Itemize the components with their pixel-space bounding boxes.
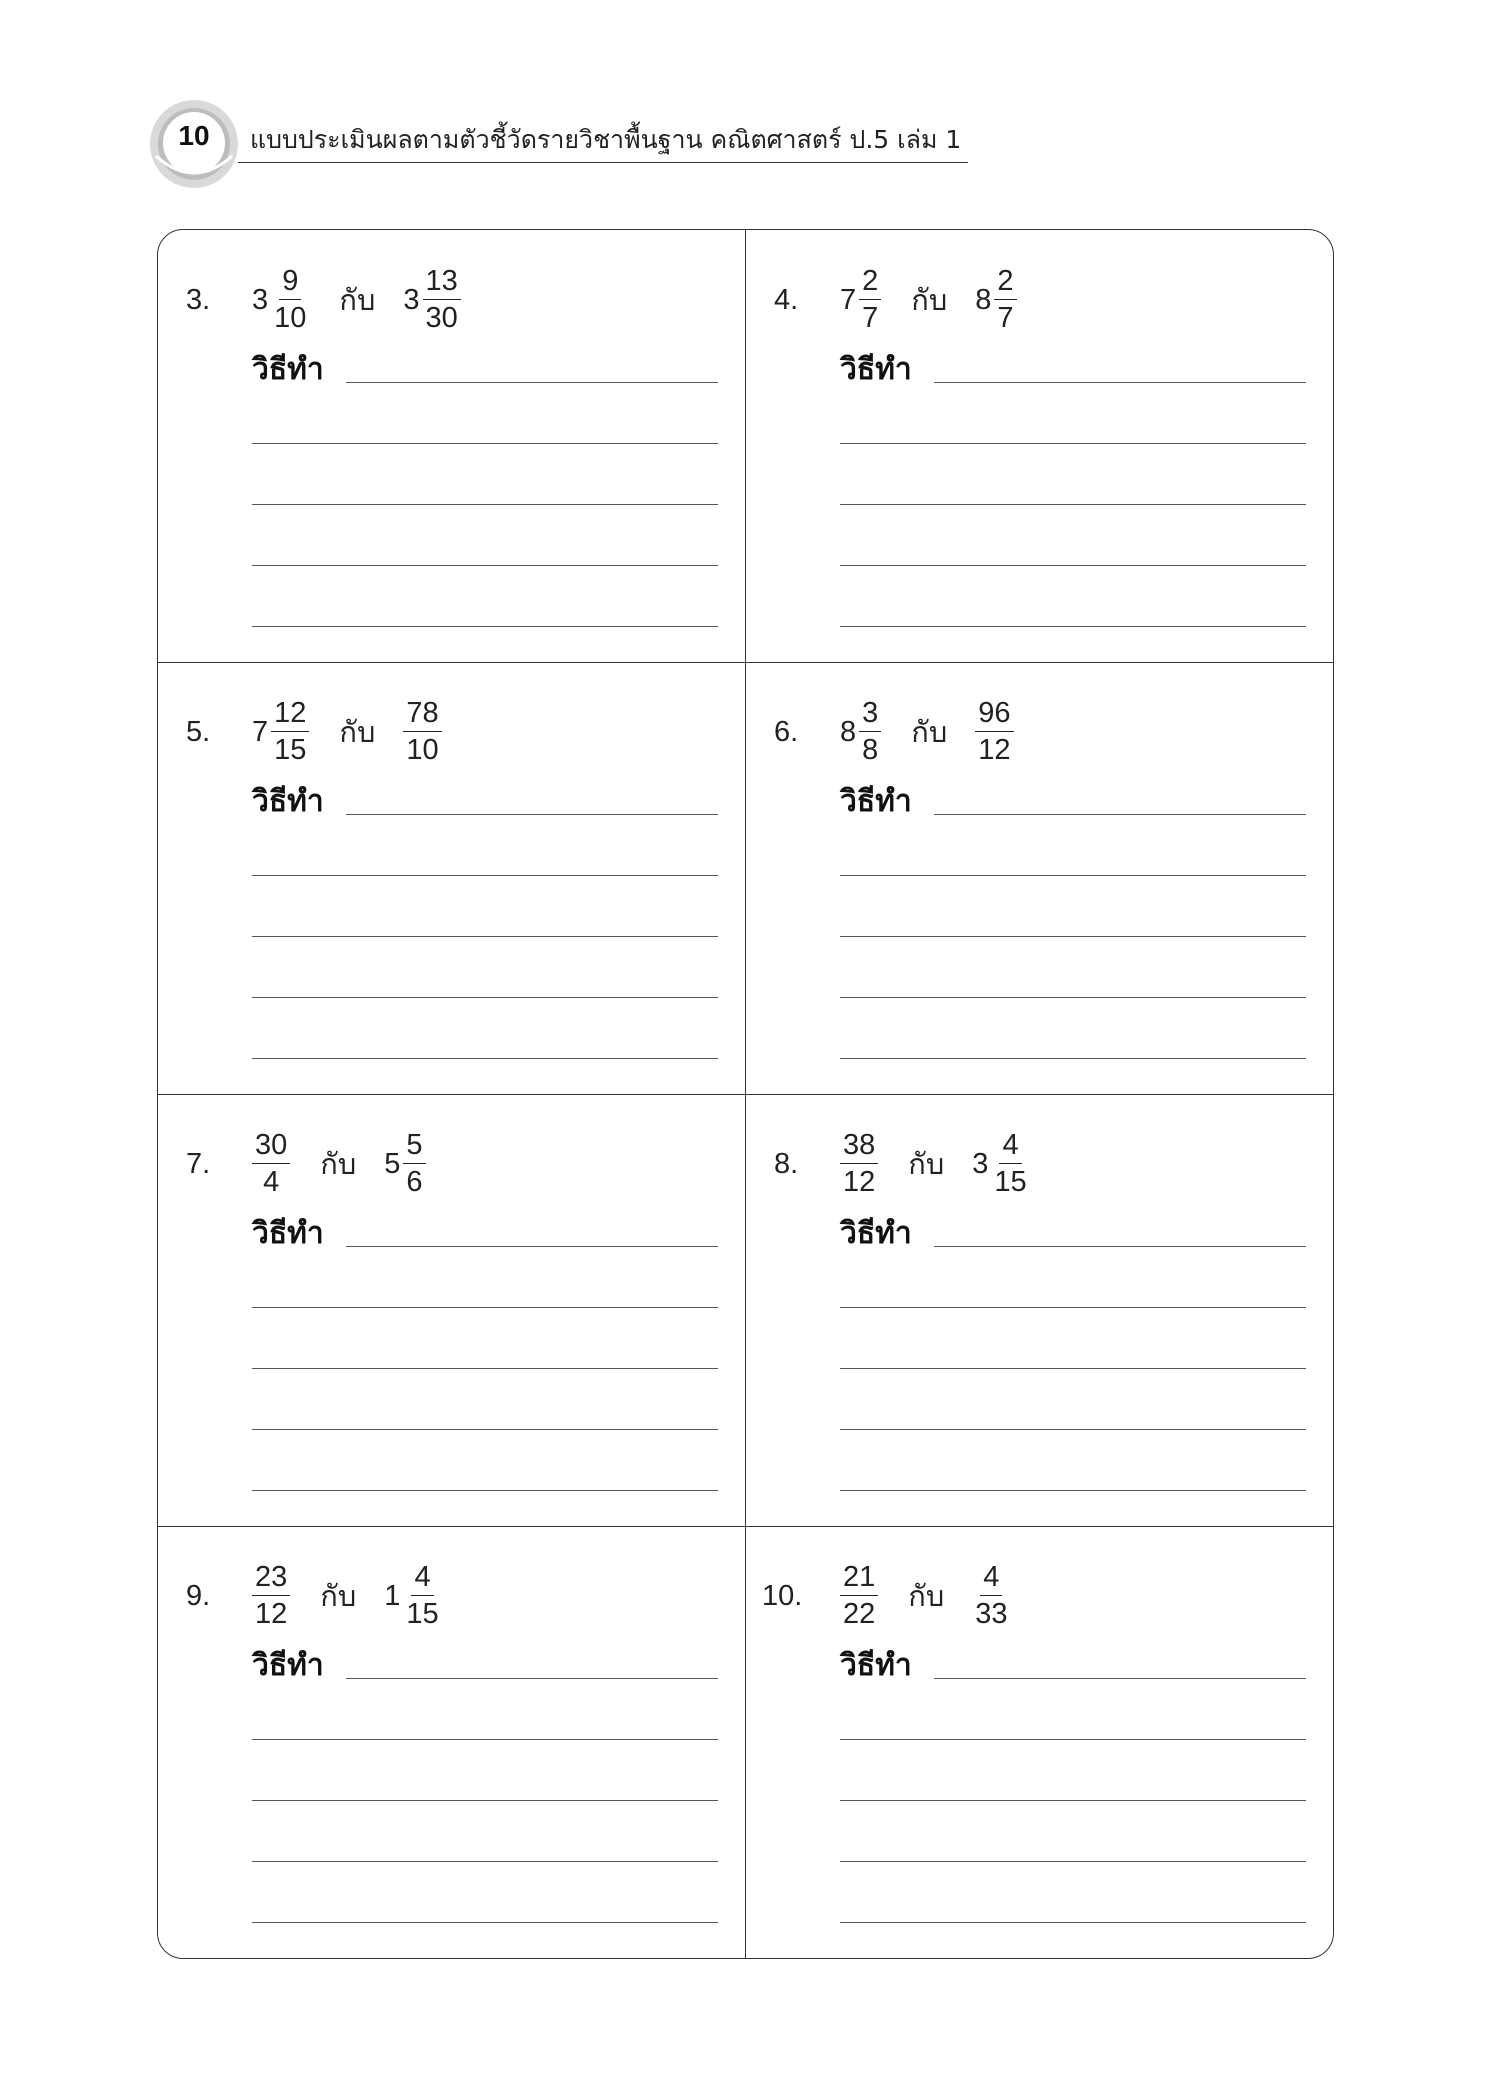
fraction — [252, 1131, 290, 1197]
answer-line[interactable] — [840, 1800, 1306, 1801]
problem-number: 7. — [186, 1147, 211, 1180]
method-label: วิธีทำ — [840, 1216, 912, 1251]
operand — [975, 699, 1013, 765]
fraction — [991, 1131, 1029, 1197]
answer-line[interactable] — [840, 997, 1306, 998]
answer-line[interactable] — [252, 1922, 718, 1923]
whole-number: 7 — [840, 283, 857, 316]
answer-line[interactable] — [252, 443, 718, 444]
whole-number: 3 — [972, 1147, 989, 1180]
problem-number: 4. — [774, 283, 799, 316]
whole-number: 3 — [403, 283, 420, 316]
operand — [972, 1563, 1010, 1629]
problem-number: 3. — [186, 283, 211, 316]
fraction — [271, 267, 309, 333]
denominator: 12 — [843, 1166, 876, 1198]
page-title: แบบประเมินผลตามตัวชี้วัดรายวิชาพื้นฐาน คณิตศาสตร์ ป.5 เล่ม 1 — [250, 125, 962, 154]
method-label: วิธีทำ — [252, 1648, 324, 1683]
problem-cell — [746, 230, 1333, 662]
operand — [403, 699, 441, 765]
operand — [840, 699, 881, 765]
answer-line[interactable] — [840, 443, 1306, 444]
problem-number: 6. — [774, 715, 799, 748]
numerator: 4 — [980, 1563, 1002, 1596]
whole-number: 3 — [252, 283, 269, 316]
operand — [975, 267, 1016, 333]
fraction — [423, 267, 461, 333]
operand — [840, 1563, 878, 1629]
answer-line[interactable] — [346, 1246, 718, 1247]
answer-line[interactable] — [252, 504, 718, 505]
fraction — [840, 1131, 878, 1197]
page-header — [148, 98, 968, 188]
denominator: 22 — [843, 1598, 876, 1630]
denominator: 30 — [425, 302, 458, 334]
problem-statement — [774, 697, 1014, 766]
fraction — [403, 1131, 425, 1197]
problem-number: 5. — [186, 715, 211, 748]
page-number-badge — [148, 98, 240, 190]
numerator: 9 — [279, 267, 301, 300]
operand — [252, 1131, 290, 1197]
problem-cell — [158, 230, 745, 662]
answer-line[interactable] — [840, 1307, 1306, 1308]
method-label: วิธีทำ — [252, 352, 324, 387]
answer-line[interactable] — [840, 1861, 1306, 1862]
numerator: 4 — [999, 1131, 1021, 1164]
numerator: 38 — [840, 1131, 878, 1164]
operand — [972, 1131, 1029, 1197]
answer-line[interactable] — [934, 1246, 1306, 1247]
problem-number: 9. — [186, 1579, 211, 1612]
compare-word: กับ — [339, 717, 376, 749]
fraction — [840, 1563, 878, 1629]
fraction — [975, 699, 1013, 765]
compare-word: กับ — [339, 285, 376, 317]
problem-number: 10. — [762, 1579, 803, 1612]
compare-word: กับ — [911, 285, 948, 317]
denominator: 15 — [406, 1598, 439, 1630]
answer-line[interactable] — [346, 382, 718, 383]
problem-cell — [158, 1526, 745, 1958]
operand — [840, 1131, 878, 1197]
answer-line[interactable] — [252, 1739, 718, 1740]
fraction — [271, 699, 309, 765]
answer-line[interactable] — [934, 382, 1306, 383]
operand — [252, 1563, 290, 1629]
fraction — [252, 1563, 290, 1629]
answer-line[interactable] — [252, 1307, 718, 1308]
problem-cell — [746, 1526, 1333, 1958]
denominator: 33 — [975, 1598, 1008, 1630]
whole-number: 5 — [384, 1147, 401, 1180]
problem-statement — [186, 1561, 442, 1630]
answer-line[interactable] — [252, 1800, 718, 1801]
problem-cell — [746, 662, 1333, 1094]
denominator: 4 — [263, 1166, 280, 1198]
compare-word: กับ — [908, 1149, 945, 1181]
numerator: 2 — [859, 267, 881, 300]
numerator: 78 — [403, 699, 441, 732]
numerator: 4 — [411, 1563, 433, 1596]
answer-line[interactable] — [346, 1678, 718, 1679]
answer-line[interactable] — [252, 875, 718, 876]
answer-line[interactable] — [252, 1058, 718, 1059]
whole-number: 8 — [975, 283, 992, 316]
numerator: 3 — [859, 699, 881, 732]
whole-number: 8 — [840, 715, 857, 748]
page-number: 10 — [178, 120, 210, 151]
denominator: 10 — [406, 734, 439, 766]
denominator: 15 — [274, 734, 307, 766]
answer-line[interactable] — [840, 504, 1306, 505]
denominator: 7 — [862, 302, 879, 334]
operand — [403, 267, 460, 333]
numerator: 5 — [403, 1131, 425, 1164]
operand — [384, 1563, 441, 1629]
fraction — [972, 1563, 1010, 1629]
answer-line[interactable] — [840, 1490, 1306, 1491]
denominator: 7 — [997, 302, 1014, 334]
answer-line[interactable] — [252, 1861, 718, 1862]
answer-line[interactable] — [840, 936, 1306, 937]
compare-word: กับ — [911, 717, 948, 749]
operand — [252, 267, 309, 333]
answer-line[interactable] — [840, 1922, 1306, 1923]
fraction — [403, 1563, 441, 1629]
compare-word: กับ — [320, 1581, 357, 1613]
numerator: 13 — [423, 267, 461, 300]
answer-line[interactable] — [840, 1429, 1306, 1430]
problem-statement — [186, 697, 442, 766]
fraction — [403, 699, 441, 765]
answer-line[interactable] — [840, 875, 1306, 876]
method-label: วิธีทำ — [252, 1216, 324, 1251]
problem-statement — [774, 1129, 1030, 1198]
denominator: 12 — [255, 1598, 288, 1630]
fraction — [859, 267, 881, 333]
numerator: 30 — [252, 1131, 290, 1164]
answer-line[interactable] — [840, 1368, 1306, 1369]
answer-line[interactable] — [840, 1058, 1306, 1059]
worksheet-grid — [157, 229, 1334, 1959]
answer-line[interactable] — [934, 1678, 1306, 1679]
answer-line[interactable] — [252, 1368, 718, 1369]
compare-word: กับ — [908, 1581, 945, 1613]
header-divider — [238, 162, 968, 163]
method-label: วิธีทำ — [252, 784, 324, 819]
problem-number: 8. — [774, 1147, 799, 1180]
denominator: 10 — [274, 302, 307, 334]
answer-line[interactable] — [934, 814, 1306, 815]
problem-statement — [186, 265, 461, 334]
problem-cell — [746, 1094, 1333, 1526]
whole-number: 1 — [384, 1579, 401, 1612]
answer-line[interactable] — [840, 565, 1306, 566]
answer-line[interactable] — [840, 1739, 1306, 1740]
denominator: 8 — [862, 734, 879, 766]
answer-line[interactable] — [252, 936, 718, 937]
numerator: 21 — [840, 1563, 878, 1596]
method-label: วิธีทำ — [840, 784, 912, 819]
answer-line[interactable] — [252, 626, 718, 627]
method-label: วิธีทำ — [840, 1648, 912, 1683]
whole-number: 7 — [252, 715, 269, 748]
problem-statement — [762, 1561, 1011, 1630]
answer-line[interactable] — [252, 1490, 718, 1491]
answer-line[interactable] — [252, 1429, 718, 1430]
method-label: วิธีทำ — [840, 352, 912, 387]
operand — [384, 1131, 425, 1197]
answer-line[interactable] — [252, 565, 718, 566]
problem-statement — [186, 1129, 426, 1198]
problem-cell — [158, 1094, 745, 1526]
denominator: 12 — [978, 734, 1011, 766]
denominator: 6 — [406, 1166, 423, 1198]
numerator: 12 — [271, 699, 309, 732]
fraction — [859, 699, 881, 765]
answer-line[interactable] — [252, 997, 718, 998]
answer-line[interactable] — [840, 626, 1306, 627]
fraction — [994, 267, 1016, 333]
numerator: 23 — [252, 1563, 290, 1596]
numerator: 2 — [994, 267, 1016, 300]
problem-cell — [158, 662, 745, 1094]
compare-word: กับ — [320, 1149, 357, 1181]
answer-line[interactable] — [346, 814, 718, 815]
operand — [840, 267, 881, 333]
problem-statement — [774, 265, 1017, 334]
operand — [252, 699, 309, 765]
denominator: 15 — [994, 1166, 1027, 1198]
numerator: 96 — [975, 699, 1013, 732]
